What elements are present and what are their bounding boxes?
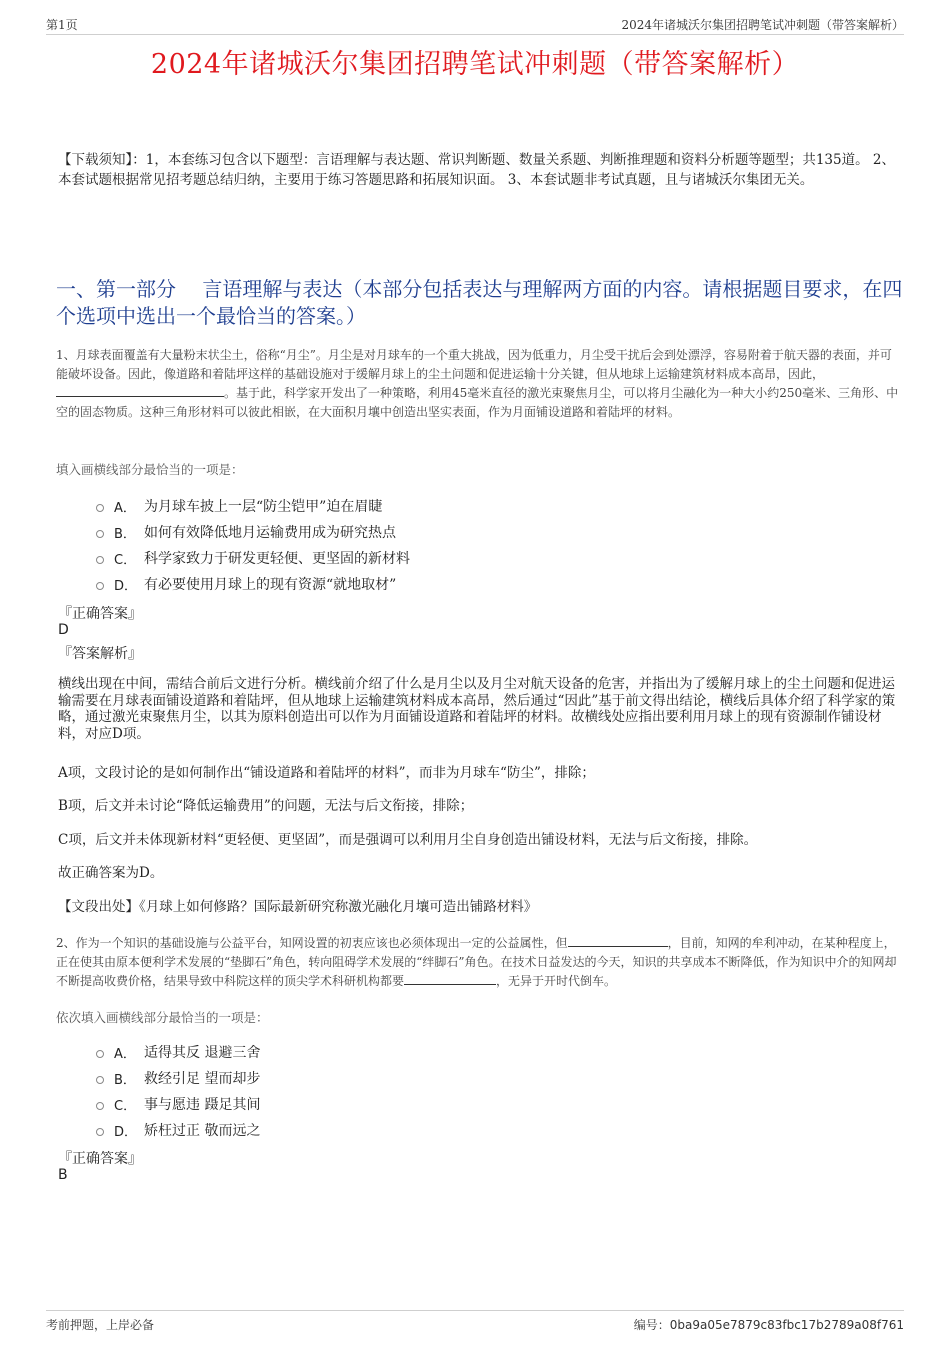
- option-d[interactable]: D． 矫枉过正 敬而远之: [96, 1117, 260, 1143]
- footer-code: 编号：0ba9a05e7879c83fbc17b2789a08f761: [633, 1318, 904, 1332]
- fill-blank: [56, 384, 224, 397]
- section-heading: 一、第一部分 言语理解与表达（本部分包括表达与理解两方面的内容。请根据题目要求，在四个选项中选出一个最恰当的答案。）: [56, 277, 903, 328]
- radio-button-icon[interactable]: [96, 1050, 104, 1058]
- option-b[interactable]: B． 如何有效降低地月运输费用成为研究热点: [96, 519, 410, 545]
- analysis-option-c: C项，后文并未体现新材料“更轻便、更坚固”，而是强调可以利用月尘自身创造出铺设材料，无法与后文衔接，排除。: [58, 832, 758, 848]
- option-text: 救经引足 望而却步: [144, 1071, 261, 1087]
- option-d[interactable]: D． 有必要使用月球上的现有资源“就地取材”: [96, 571, 410, 597]
- page-title: 2024年诸城沃尔集团招聘笔试冲刺题（带答案解析）: [150, 49, 800, 80]
- radio-button-icon[interactable]: [96, 530, 104, 538]
- page-header: [46, 14, 904, 35]
- text-source: 【文段出处】《月球上如何修路？国际最新研究称激光融化月壤可造出铺路材料》: [58, 899, 538, 915]
- question-1-text-part1: 1、月球表面覆盖有大量粉末状尘土，俗称“月尘”。月尘是对月球车的一个重大挑战，因为低重力，月尘受干扰后会到处漂浮，容易附着于航天器的表面，并可能破坏设备。因此，像道路和着陆坪这样的基础设施对于缓解月球上的尘土问题和促进运输十分关键，但从地球上运输建筑材料成本高昂，因此，: [56, 348, 892, 381]
- radio-button-icon[interactable]: [96, 556, 104, 564]
- correct-answer: D: [58, 622, 69, 638]
- question-2-text-part3: ，无异于开时代倒车。: [496, 974, 617, 988]
- option-text: 适得其反 退避三舍: [144, 1045, 261, 1061]
- answer-label: 『正确答案』: [58, 606, 142, 622]
- option-a[interactable]: A． 为月球车披上一层“防尘铠甲”迫在眉睫: [96, 493, 410, 519]
- answer-label: 『正确答案』: [58, 1151, 142, 1167]
- question-2-prompt: 依次填入画横线部分最恰当的一项是：: [56, 1010, 269, 1025]
- radio-button-icon[interactable]: [96, 1076, 104, 1084]
- radio-button-icon[interactable]: [96, 1102, 104, 1110]
- option-text: 事与愿违 蹑足其间: [144, 1097, 261, 1113]
- radio-button-icon[interactable]: [96, 582, 104, 590]
- footer-slogan: 考前押题，上岸必备: [46, 1318, 155, 1332]
- analysis-option-b: B项，后文并未讨论“降低运输费用”的问题，无法与后文衔接，排除；: [58, 798, 474, 814]
- correct-answer: B: [58, 1167, 68, 1183]
- radio-button-icon[interactable]: [96, 1128, 104, 1136]
- fill-blank: [404, 972, 496, 985]
- option-c[interactable]: C． 事与愿违 蹑足其间: [96, 1091, 260, 1117]
- analysis-paragraph: 横线出现在中间，需结合前后文进行分析。横线前介绍了什么是月尘以及月尘对航天设备的危害，并指出为了缓解月球上的尘土问题和促进运输需要在月球表面铺设道路和着陆坪，但从地球上运输建筑材料成本高昂，然后通过“因此”基于前文得出结论，横线后具体介绍了科学家的策略，通过激光束聚焦月尘，以其为原料创造出可以作为月面铺设道路和着陆坪的材料。故横线处应指出要利用月球上的现有资源制作铺设材料，对应D项。: [58, 676, 896, 742]
- download-notice: 【下载须知】：1，本套练习包含以下题型：言语理解与表达题、常识判断题、数量关系题、判断推理题和资料分析题等题型；共135道。 2、本套试题根据常见招考题总结归纳，主要用于练习答题思路和拓展知识面。 3、本套试题非考试真题，且与诸城沃尔集团无关。: [58, 152, 895, 188]
- radio-button-icon[interactable]: [96, 504, 104, 512]
- question-1-prompt: 填入画横线部分最恰当的一项是：: [56, 462, 244, 477]
- option-a[interactable]: A． 适得其反 退避三舍: [96, 1039, 260, 1065]
- question-2-options: [96, 1039, 260, 1143]
- option-text: 为月球车披上一层“防尘铠甲”迫在眉睫: [144, 499, 383, 515]
- question-1-text-part2: 。基于此，科学家开发出了一种策略，利用45毫米直径的激光束聚焦月尘，可以将月尘融化为一种大小约250毫米、三角形、中空的固态物质。这种三角形材料可以彼此相嵌，在大面积月壤中创造出坚实表面，作为月面铺设道路和着陆坪的材料。: [56, 386, 899, 419]
- option-b[interactable]: B． 救经引足 望而却步: [96, 1065, 260, 1091]
- question-1-options: [96, 493, 410, 597]
- question-2-text: [56, 934, 902, 991]
- question-2-text-part2: ，目前，知网的牟利冲动，在某种程度上，正在使其由原本便利学术发展的“垫脚石”角色，转向阻碍学术发展的“绊脚石”角色。在技术日益发达的今天，知识的共享成本不断降低，作为知识中介的知网却不断提高收费价格，结果导致中科院这样的顶尖学术科研机构都要: [56, 936, 897, 988]
- fill-blank: [568, 934, 668, 947]
- page-footer: [46, 1310, 904, 1333]
- header-page-number: 第1页: [46, 17, 78, 32]
- option-text: 矫枉过正 敬而远之: [144, 1123, 261, 1139]
- analysis-label: 『答案解析』: [58, 646, 142, 662]
- option-text: 科学家致力于研发更轻便、更坚固的新材料: [144, 551, 410, 567]
- analysis-conclusion: 故正确答案为D。: [58, 865, 164, 881]
- header-doc-title: 2024年诸城沃尔集团招聘笔试冲刺题（带答案解析）: [621, 17, 904, 32]
- analysis-option-a: A项，文段讨论的是如何制作出“铺设道路和着陆坪的材料”，而非为月球车“防尘”，排除；: [58, 765, 595, 781]
- option-text: 有必要使用月球上的现有资源“就地取材”: [144, 577, 397, 593]
- question-1-text: [56, 346, 902, 422]
- question-2-text-part1: 2、作为一个知识的基础设施与公益平台，知网设置的初衷应该也必须体现出一定的公益属性，但: [56, 936, 568, 950]
- option-c[interactable]: C． 科学家致力于研发更轻便、更坚固的新材料: [96, 545, 410, 571]
- option-text: 如何有效降低地月运输费用成为研究热点: [144, 525, 396, 541]
